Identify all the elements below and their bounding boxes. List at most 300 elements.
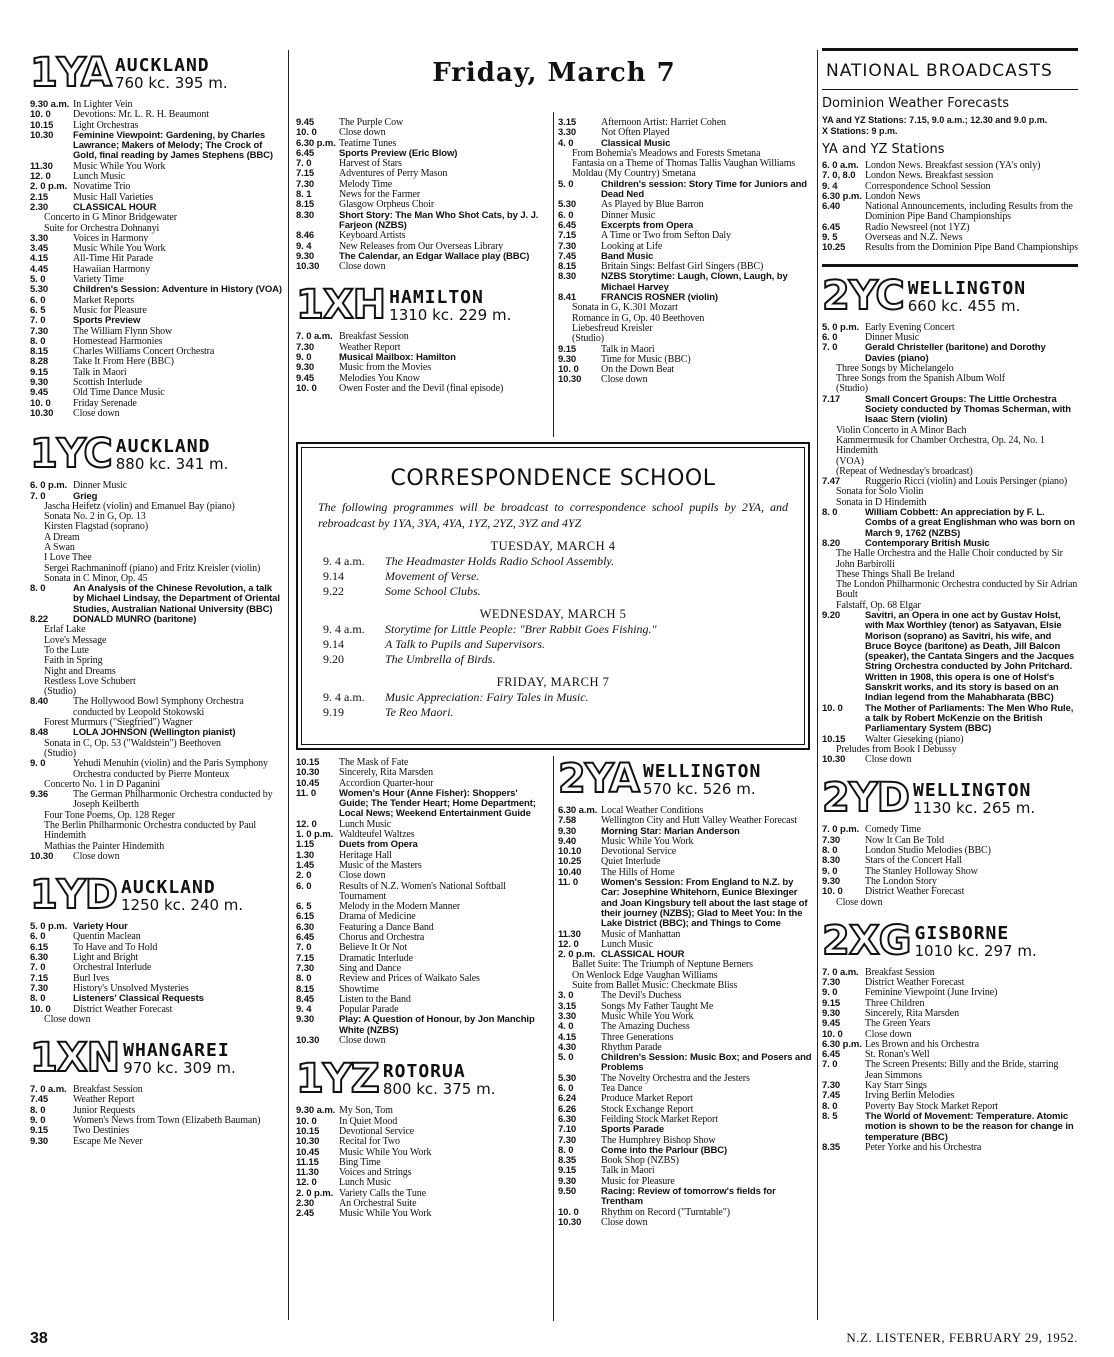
programme-item bbox=[822, 343, 1078, 364]
programme-time: 9.30 bbox=[30, 1135, 49, 1147]
programme-time: 3.30 bbox=[30, 232, 49, 244]
programme-time: 5. 0 bbox=[558, 178, 574, 190]
programme-item bbox=[558, 1074, 812, 1084]
programme-title: Music While You Work bbox=[73, 160, 166, 172]
programme-list bbox=[30, 1085, 285, 1147]
programme-time: 9.30 bbox=[558, 825, 577, 837]
programme-time: 8.15 bbox=[558, 261, 577, 273]
programme-title: Suite from Ballet Music: Checkmate Bliss bbox=[572, 980, 738, 992]
programme-item bbox=[30, 110, 285, 120]
programme-item bbox=[30, 193, 285, 203]
callsign: 1YA bbox=[30, 50, 111, 96]
programme-title: The World of Movement: Temperature. Atomic motion is shown to be the reason for change in temperature (BBC) bbox=[865, 1110, 1074, 1143]
section-rule bbox=[822, 264, 1078, 267]
programme-time: 8. 1 bbox=[296, 189, 312, 201]
programme-item bbox=[822, 395, 1078, 426]
programme-title: Small Concert Groups: The Little Orchestra Society conducted by Thomas Scherman, with Isaac Stern (violin) bbox=[865, 393, 1071, 426]
programme-time: 2.30 bbox=[30, 201, 49, 213]
programme-item bbox=[296, 902, 548, 912]
programme-list bbox=[822, 825, 1078, 907]
programme-title: Gerald Christeller (baritone) and Dorothy Davies (piano) bbox=[865, 342, 1046, 364]
programme-title: Results from the Dominion Pipe Band Championships bbox=[865, 242, 1078, 254]
programme-item bbox=[296, 1127, 548, 1137]
station-2yd-header bbox=[822, 775, 1078, 822]
programme-title: (Studio) bbox=[836, 383, 868, 395]
station-city: HAMILTON bbox=[389, 287, 484, 309]
station-city: WELLINGTON bbox=[913, 780, 1032, 802]
programme-title: As Played by Blue Barron bbox=[601, 199, 704, 211]
programme-item bbox=[822, 1112, 1078, 1143]
programme-time: 5. 0 p.m. bbox=[30, 921, 68, 933]
programme-item bbox=[30, 656, 285, 666]
correspondence-day: WEDNESDAY, MARCH 5 bbox=[479, 607, 627, 621]
programme-item bbox=[822, 755, 1078, 765]
programme-time: 8.46 bbox=[296, 230, 315, 242]
programme-time: 2.15 bbox=[30, 191, 49, 203]
programme-title: Sports Parade bbox=[601, 1124, 665, 1136]
programme-title: Review and Prices of Waikato Sales bbox=[339, 973, 480, 985]
programme-title: Sonata in C, Op. 53 ("Waldstein") Beethoven bbox=[44, 737, 221, 749]
programme-time: 7. 0 bbox=[30, 962, 46, 974]
programme-time: 7. 0 p.m. bbox=[822, 824, 860, 836]
programme-time: 5.30 bbox=[558, 1072, 577, 1084]
station-city: ROTORUA bbox=[382, 1061, 466, 1083]
programme-time: 7.30 bbox=[822, 1080, 841, 1092]
programme-time: 10.15 bbox=[822, 733, 846, 745]
programme-time: 6.24 bbox=[558, 1093, 577, 1105]
national-broadcasts-heading: NATIONAL BROADCASTS bbox=[822, 48, 1078, 90]
programme-time: 9. 5 bbox=[822, 232, 838, 244]
programme-time: 5. 0 bbox=[558, 1052, 574, 1064]
weather-line: YA and YZ Stations: 7.15, 9.0 a.m.; 12.30 and 9.0 p.m. bbox=[822, 115, 1048, 125]
programme-title: The Amazing Duchess bbox=[601, 1021, 690, 1033]
programme-item bbox=[296, 1015, 548, 1036]
programme-title: Women's Hour (Anne Fisher): Shoppers' Guide; The Tender Heart; Home Department; Local News; Weekend Entertainment Guide bbox=[339, 787, 536, 820]
programme-item bbox=[558, 1208, 812, 1218]
page-title: Friday, March 7 bbox=[432, 58, 676, 88]
programme-time: 7. 0 a.m. bbox=[30, 1084, 67, 1096]
column-rule-2 bbox=[553, 112, 554, 437]
programme-item bbox=[558, 930, 812, 940]
programme-item bbox=[296, 882, 548, 903]
programme-time: 7.45 bbox=[558, 250, 577, 262]
programme-item bbox=[296, 995, 548, 1005]
programme-item bbox=[30, 409, 285, 419]
programme-title: Ballet Suite: The Triumph of Neptune Berners bbox=[572, 959, 753, 971]
programme-title: Devotions: Mr. L. R. H. Beaumont bbox=[73, 109, 209, 121]
programme-title: Close down bbox=[339, 261, 386, 273]
programme-title: To Have and To Hold bbox=[73, 941, 158, 953]
programme-title: Irving Berlin Melodies bbox=[865, 1090, 955, 1102]
programme-title: Featuring a Dance Band bbox=[339, 921, 434, 933]
programme-time: 7.30 bbox=[558, 240, 577, 252]
programme-item bbox=[558, 1156, 812, 1166]
programme-title: Women's News from Town (Elizabeth Bauman) bbox=[73, 1115, 261, 1127]
programme-title: Jascha Heifetz (violin) and Emanuel Bay (piano) bbox=[44, 500, 235, 512]
programme-time: 8.40 bbox=[30, 696, 49, 708]
callsign: 2XG bbox=[822, 917, 911, 964]
programme-title: Music for Pleasure bbox=[73, 304, 147, 316]
programme-title: To the Lute bbox=[44, 644, 89, 656]
programme-time: 10.25 bbox=[822, 242, 846, 254]
programme-title: Quentin Maclean bbox=[73, 931, 141, 943]
programme-title: Tea Dance bbox=[601, 1083, 643, 1095]
programme-title: Light and Bright bbox=[73, 952, 139, 964]
programme-title: Morning Star: Marian Anderson bbox=[601, 825, 740, 837]
programme-item bbox=[30, 697, 285, 718]
programme-title: Les Brown and his Orchestra bbox=[865, 1038, 979, 1050]
programme-title: Music Hall Varieties bbox=[73, 191, 154, 203]
programme-time: 10. 0 bbox=[558, 364, 579, 376]
programme-title: DONALD MUNRO (baritone) bbox=[73, 614, 197, 626]
programme-item bbox=[296, 943, 548, 953]
programme-title: Moldau (My Country) Smetana bbox=[572, 168, 696, 180]
programme-item bbox=[822, 1060, 1078, 1081]
programme-time: 9.50 bbox=[558, 1185, 577, 1197]
programme-time: 11.30 bbox=[30, 160, 53, 172]
programme-title: The Halle Orchestra and the Halle Choir conducted by Sir John Barbirolli bbox=[836, 548, 1063, 570]
programme-title: Teatime Tunes bbox=[339, 137, 397, 149]
programme-title: Music from the Movies bbox=[339, 362, 432, 374]
callsign: 2YC bbox=[822, 272, 904, 319]
programme-time: 11.15 bbox=[296, 1156, 319, 1168]
programme-title: The Berlin Philharmonic Orchestra conducted by Paul Hindemith bbox=[44, 820, 257, 842]
programme-title: Preludes from Book I Debussy bbox=[836, 743, 957, 755]
programme-title: Overseas and N.Z. News bbox=[865, 232, 963, 244]
programme-title: Three Children bbox=[865, 997, 925, 1009]
programme-item bbox=[822, 243, 1078, 253]
programme-item bbox=[296, 211, 548, 232]
programme-title: The Purple Cow bbox=[339, 117, 404, 128]
programme-title: These Things Shall Be Ireland bbox=[836, 568, 955, 580]
programme-title: Sports Preview (Eric Blow) bbox=[339, 147, 458, 159]
correspondence-title-item: Music Appreciation: Fairy Tales in Music. bbox=[385, 690, 589, 704]
correspondence-time: 9.22 bbox=[323, 584, 344, 598]
programme-item bbox=[558, 1033, 812, 1043]
station-frequency: 970 kc. 309 m. bbox=[123, 1059, 236, 1078]
programme-title: The Mother of Parliaments: The Men Who Rule, a talk by Robert McKenzie on the British Parliamentary System (BBC) bbox=[865, 702, 1074, 735]
correspondence-item bbox=[298, 569, 808, 584]
programme-title: Voices and Strings bbox=[339, 1167, 412, 1179]
programme-time: 9. 0 bbox=[30, 758, 46, 770]
programme-item bbox=[822, 887, 1078, 897]
programme-item bbox=[296, 851, 548, 861]
programme-time: 9.15 bbox=[558, 343, 577, 355]
programme-title: (Repeat of Wednesday's broadcast) bbox=[836, 465, 973, 477]
programme-time: 8. 0 bbox=[30, 583, 46, 595]
correspondence-title-item: The Umbrella of Birds. bbox=[385, 652, 496, 666]
programme-item bbox=[822, 549, 1078, 570]
programme-title: Romance in G, Op. 40 Beethoven bbox=[572, 312, 705, 324]
programme-time: 9.30 bbox=[822, 875, 841, 887]
programme-title: Old Time Dance Music bbox=[73, 387, 165, 399]
column-national bbox=[822, 48, 1078, 1153]
programme-title: Bing Time bbox=[339, 1156, 381, 1168]
programme-item bbox=[296, 118, 548, 128]
programme-item bbox=[296, 954, 548, 964]
programme-title: Love's Message bbox=[44, 634, 107, 646]
programme-title: Walter Gieseking (piano) bbox=[865, 733, 964, 745]
programme-time: 7. 0, 8.0 bbox=[822, 170, 856, 182]
programme-title: Play: A Question of Honour, by Jon Manchip White (NZBS) bbox=[339, 1014, 535, 1036]
programme-item bbox=[30, 296, 285, 306]
programme-time: 10.15 bbox=[30, 119, 54, 131]
programme-title: I Love Thee bbox=[44, 552, 92, 564]
programme-time: 10. 0 bbox=[822, 1028, 843, 1040]
programme-list bbox=[30, 922, 285, 1025]
programme-title: Close down bbox=[44, 1013, 91, 1025]
programme-title: Falstaff, Op. 68 Elgar bbox=[836, 599, 921, 611]
programme-item bbox=[558, 1115, 812, 1125]
programme-title: National Announcements, including Results from the Dominion Pipe Band Championships bbox=[865, 201, 1073, 223]
programme-title: Close down bbox=[601, 1216, 648, 1228]
programme-item bbox=[822, 611, 1078, 704]
programme-title: Close down bbox=[73, 407, 120, 419]
programme-title: Time for Music (BBC) bbox=[601, 353, 691, 365]
weather-line: X Stations: 9 p.m. bbox=[822, 125, 898, 136]
programme-item bbox=[558, 857, 812, 867]
programme-item bbox=[296, 1148, 548, 1158]
callsign: 2YA bbox=[558, 756, 639, 802]
programme-time: 2. 0 p.m. bbox=[30, 181, 68, 193]
programme-time: 8. 0 bbox=[30, 993, 46, 1005]
programme-time: 9. 0 bbox=[822, 865, 838, 877]
programme-title: Close down bbox=[339, 1035, 386, 1047]
programme-item bbox=[558, 847, 812, 857]
programme-time: 7.15 bbox=[558, 230, 577, 242]
programme-title: Owen Foster and the Devil (final episode) bbox=[339, 382, 504, 394]
correspondence-time: 9. 4 a.m. bbox=[323, 554, 365, 568]
programme-item bbox=[30, 963, 285, 973]
programme-time: 3.15 bbox=[558, 1000, 577, 1012]
callsign: 1YC bbox=[30, 431, 112, 478]
programme-time: 1.30 bbox=[296, 849, 315, 861]
programme-item bbox=[558, 365, 812, 375]
programme-title: Band Music bbox=[601, 250, 654, 262]
programme-title: Duets from Opera bbox=[339, 839, 418, 851]
programme-item bbox=[296, 180, 548, 190]
programme-time: 11. 0 bbox=[296, 787, 317, 799]
programme-time: 8. 5 bbox=[822, 1110, 838, 1122]
programme-time: 10. 0 bbox=[822, 886, 843, 898]
programme-title: Three Generations bbox=[601, 1031, 674, 1043]
programme-title: Children's session: Story Time for Juniors and Dead Ned bbox=[601, 178, 808, 201]
correspondence-days bbox=[298, 539, 808, 720]
programme-title: Music While You Work bbox=[339, 1208, 432, 1220]
programme-title: Rhythm Parade bbox=[601, 1041, 662, 1053]
programme-time: 2.30 bbox=[296, 1197, 315, 1209]
programme-title: London News bbox=[865, 190, 921, 202]
programme-item bbox=[30, 265, 285, 275]
programme-time: 9.45 bbox=[296, 117, 315, 128]
programme-time: 6.30 p.m. bbox=[822, 190, 862, 202]
programme-time: 8. 0 bbox=[558, 1144, 574, 1156]
programme-title: Close down bbox=[339, 870, 386, 882]
programme-time: 2. 0 p.m. bbox=[558, 949, 596, 961]
programme-time: 10.30 bbox=[558, 374, 582, 386]
programme-time: 2. 0 bbox=[296, 870, 312, 882]
programme-list bbox=[30, 481, 285, 862]
programme-title: Close down bbox=[836, 896, 883, 908]
programme-title: Wellington City and Hutt Valley Weather Forecast bbox=[601, 815, 797, 827]
programme-title: Kirsten Flagstad (soprano) bbox=[44, 521, 149, 533]
programme-item bbox=[30, 943, 285, 953]
programme-time: 4.15 bbox=[30, 253, 49, 265]
programme-title: Classical Music bbox=[601, 137, 671, 149]
programme-item bbox=[296, 262, 548, 272]
programme-list bbox=[558, 806, 812, 1228]
programme-title: CLASSICAL HOUR bbox=[601, 949, 685, 961]
programme-item bbox=[30, 1116, 285, 1126]
station-2ya-header bbox=[558, 756, 812, 802]
programme-title: The Screen Presents: Billy and the Bride, starring Jean Simmons bbox=[865, 1059, 1059, 1081]
programme-list bbox=[822, 323, 1078, 766]
programme-title: Two Destinies bbox=[73, 1125, 130, 1137]
programme-title: London News. Breakfast session (YA's only) bbox=[865, 160, 1041, 171]
station-city: AUCKLAND bbox=[115, 436, 211, 458]
programme-title: Lunch Music bbox=[339, 818, 391, 830]
programme-item bbox=[30, 821, 285, 842]
programme-time: 10.40 bbox=[558, 866, 582, 878]
programme-item bbox=[296, 384, 548, 394]
programme-title: Melody Time bbox=[339, 178, 393, 190]
correspondence-time: 9. 4 a.m. bbox=[323, 690, 365, 704]
programme-time: 9.30 bbox=[296, 1014, 315, 1026]
programme-time: 3.30 bbox=[558, 1010, 577, 1022]
programme-item bbox=[558, 1166, 812, 1176]
programme-time: 8.30 bbox=[296, 209, 315, 221]
programme-time: 6.45 bbox=[296, 932, 315, 944]
programme-item bbox=[30, 584, 285, 615]
callsign: 1YD bbox=[30, 872, 117, 919]
weather-lines bbox=[822, 115, 1078, 136]
programme-time: 6. 0 bbox=[822, 331, 838, 343]
programme-time: 2. 0 p.m. bbox=[296, 1187, 334, 1199]
programme-item bbox=[558, 878, 812, 929]
programme-title: Melody in the Modern Manner bbox=[339, 901, 461, 913]
programme-time: 9. 4 bbox=[296, 240, 312, 252]
programme-time: 10.30 bbox=[296, 1035, 320, 1047]
programme-time: 7.15 bbox=[296, 168, 315, 180]
programme-title: Weather Report bbox=[339, 341, 401, 353]
programme-title: Erlaf Lake bbox=[44, 624, 86, 636]
programme-title: Light Orchestras bbox=[73, 119, 139, 131]
programme-title: Four Tone Poems, Op. 128 Reger bbox=[44, 809, 175, 821]
programme-time: 4. 0 bbox=[558, 137, 574, 149]
station-1xn-header bbox=[30, 1035, 285, 1082]
programme-item bbox=[296, 252, 548, 262]
programme-item bbox=[822, 508, 1078, 539]
programme-item bbox=[30, 481, 285, 491]
programme-title: Feilding Stock Market Report bbox=[601, 1113, 718, 1125]
programme-time: 9.45 bbox=[30, 387, 49, 399]
programme-item bbox=[558, 334, 812, 344]
programme-title: Poverty Bay Stock Market Report bbox=[865, 1100, 998, 1112]
programme-title: Burl Ives bbox=[73, 972, 110, 984]
programme-title: Heritage Hall bbox=[339, 849, 392, 861]
callsign: 1YZ bbox=[296, 1056, 379, 1103]
programme-title: Chorus and Orchestra bbox=[339, 932, 425, 944]
programme-time: 9. 0 bbox=[296, 352, 312, 364]
correspondence-title-item: A Talk to Pupils and Supervisors. bbox=[385, 637, 546, 651]
station-frequency: 760 kc. 395 m. bbox=[114, 74, 228, 92]
programme-title: Dinner Music bbox=[865, 331, 920, 343]
correspondence-item bbox=[298, 637, 808, 652]
programme-time: 8.22 bbox=[30, 614, 49, 626]
programme-title: An Analysis of the Chinese Revolution, a talk by Michael Lindsay, the Department of Oriental Studies, Australian National University (BBC) bbox=[73, 583, 280, 615]
programme-title: Lunch Music bbox=[339, 1177, 391, 1189]
programme-item bbox=[558, 180, 812, 201]
programme-time: 9. 4 bbox=[822, 180, 838, 192]
programme-title: London Studio Melodies (BBC) bbox=[865, 845, 991, 857]
programme-item bbox=[30, 285, 285, 295]
programme-title: The Calendar, an Edgar Wallace play (BBC) bbox=[339, 250, 530, 262]
programme-title: The German Philharmonic Orchestra conducted by Joseph Keilberth bbox=[73, 789, 273, 811]
programme-time: 7. 0 bbox=[822, 342, 838, 354]
programme-item bbox=[558, 1053, 812, 1074]
programme-item bbox=[30, 224, 285, 234]
programme-time: 8.41 bbox=[558, 292, 577, 304]
programme-time: 3.45 bbox=[30, 243, 49, 255]
programme-item bbox=[558, 272, 812, 293]
programme-item bbox=[30, 759, 285, 780]
programme-time: 4. 0 bbox=[558, 1021, 574, 1033]
programme-time: 9.30 bbox=[558, 353, 577, 365]
programme-item bbox=[296, 985, 548, 995]
programme-time: 7.30 bbox=[558, 1134, 577, 1146]
programme-title: Children's Session: Music Box; and Posers and Problems bbox=[601, 1052, 812, 1074]
programme-time: 7.30 bbox=[30, 982, 49, 994]
programme-title: From Bohemia's Meadows and Forests Smetana bbox=[572, 147, 761, 159]
programme-title: Talk in Maori bbox=[601, 1165, 655, 1177]
programme-time: 9.30 bbox=[822, 1008, 841, 1019]
programme-item bbox=[296, 820, 548, 830]
programme-title: The William Flynn Show bbox=[73, 325, 173, 337]
programme-time: 8. 0 bbox=[822, 845, 838, 857]
programme-time: 7.30 bbox=[296, 178, 315, 190]
programme-item bbox=[558, 1187, 812, 1208]
programme-time: 9.30 bbox=[30, 377, 49, 389]
programme-item bbox=[296, 861, 548, 871]
column-2-bottom bbox=[296, 758, 548, 1220]
programme-item bbox=[296, 1117, 548, 1127]
correspondence-item bbox=[298, 554, 808, 569]
programme-title: Music of the Masters bbox=[339, 859, 422, 871]
programme-title: The Stanley Holloway Show bbox=[865, 865, 978, 877]
programme-title: The Mask of Fate bbox=[339, 757, 409, 768]
programme-time: 7.15 bbox=[30, 972, 49, 984]
programme-title: Escape Me Never bbox=[73, 1135, 143, 1147]
programme-title: Feminine Viewpoint: Gardening, by Charles Lawrance; Makers of Melody; The Crock of Gold, final reading by James Stephens (BBC) bbox=[73, 129, 273, 162]
programme-item bbox=[30, 1085, 285, 1095]
programme-item bbox=[296, 1137, 548, 1147]
column-rule-3 bbox=[553, 756, 554, 1321]
programme-time: 7. 0 bbox=[30, 490, 46, 502]
programme-item bbox=[296, 830, 548, 840]
programme-time: 9.30 a.m. bbox=[296, 1105, 336, 1117]
programme-time: 10.30 bbox=[296, 767, 320, 779]
programme-item bbox=[558, 200, 812, 210]
programme-title: Short Story: The Man Who Shot Cats, by J. J. Farjeon (NZBS) bbox=[339, 209, 539, 231]
programme-item bbox=[822, 1009, 1078, 1019]
programme-title: Savitri, an Opera in one act by Gustav Holst, with Max Worthley (tenor) as Satyavan, Elsie Morison (soprano) as Savitri, his wife, and Bruce Boyce (baritone) as Death, Jill Balcon (speaker), the Cantata Singers and the Jacques String Orchestra conducted by John Pritchard. Written in 1908, this opera is one of Holst's Sanskrit works, and its story is based on an Indian legend from the Mahabharata (BBC) bbox=[865, 609, 1075, 704]
programme-time: 7. 0 a.m. bbox=[822, 966, 859, 978]
correspondence-time: 9.19 bbox=[323, 705, 344, 719]
programme-time: 10.45 bbox=[296, 1146, 320, 1158]
programme-title: The London Philharmonic Orchestra conducted by Sir Adrian Boult bbox=[836, 579, 1078, 601]
programme-title: Sonata No. 2 in G, Op. 13 bbox=[44, 511, 146, 523]
programme-title: Variety Time bbox=[73, 274, 124, 286]
